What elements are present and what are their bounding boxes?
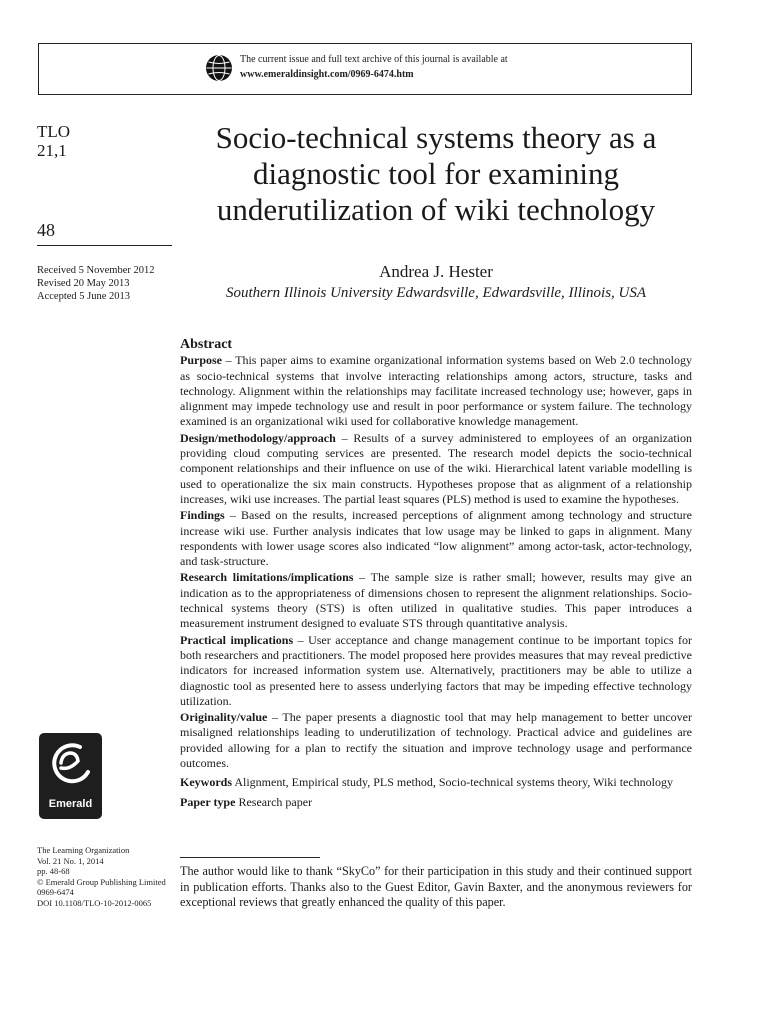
abstract-design	[180, 431, 692, 507]
journal-archive-notice	[38, 43, 692, 95]
abstract-heading: Abstract	[180, 337, 233, 352]
emerald-logo-icon	[45, 739, 96, 795]
practical-text: – User acceptance and change management continue to be important topics for both researchers and practitioners. The model proposed here provides measures that may reveal predictive indicators for increased information system use. Alternatively, practitioners may be able to utilize a diagnostic tool as presented here to assess underlying factors that may be impeding effective technology utilization.	[180, 632, 692, 708]
journal-issn: 0969-6474	[37, 887, 74, 898]
accepted-date: Accepted 5 June 2013	[37, 291, 131, 302]
footnote-rule	[180, 857, 320, 858]
paper-type-text: Research paper	[235, 794, 313, 809]
journal-url-link[interactable]: www.emeraldinsight.com/0969-6474.htm	[240, 69, 414, 80]
notice-line: The current issue and full text archive of this journal is available at	[240, 54, 508, 65]
volume-issue: 21,1	[37, 141, 67, 160]
journal-info	[37, 845, 166, 909]
received-date: Received 5 November 2012	[37, 265, 155, 276]
originality-text: – The paper presents a diagnostic tool that may help management to better uncover misaligned relationships leading to underutilization of technology. Practical advice and guidelines are provided allowing for a plan to rectify the situation and improve technology usage and performance outcomes.	[180, 710, 692, 771]
limitations-label: Research limitations/implications	[180, 570, 354, 585]
page-number: 48	[37, 220, 55, 240]
practical-label: Practical implications	[180, 632, 294, 647]
acknowledgement: The author would like to thank “SkyCo” for their participation in this study and their continued support in publication efforts. Thanks also to the Guest Editor, Gavin Baxter, and the anonymous reviewers for exceptional reviews that greatly enhanced the quality of this paper.	[180, 864, 692, 909]
journal-doi: DOI 10.1108/TLO-10-2012-0065	[37, 897, 152, 908]
findings-text: – Based on the results, increased perceptions of alignment among technology and structure increase wiki use. Further analysis indicates that low usage may be linked to gaps in alignment. Many respondents with lower usage scores also indicated “low alignment” among actor-task, actor-technology, and task-structure.	[180, 508, 692, 569]
journal-name: The Learning Organization	[37, 845, 130, 855]
logo-wordmark: Emerald	[48, 798, 93, 810]
abstract-originality	[180, 710, 692, 771]
author-affiliation: Southern Illinois University Edwardsville, Edwardsville, Illinois, USA	[225, 285, 647, 301]
purpose-text: – This paper aims to examine organizational information systems based on Web 2.0 technology as socio-technical systems that involve interacting relationships among actors, structure, tasks and technology. Alignment within the relationships may facilitate increased technology use; however, gaps in alignment may impede technology use and result in poor performance or system failure. The technology examined is an organizational wiki used for collaborative knowledge management.	[180, 353, 692, 429]
journal-pages: pp. 48-68	[37, 866, 70, 877]
originality-label: Originality/value	[180, 710, 268, 725]
author-name: Andrea J. Hester	[379, 262, 493, 281]
design-text: – Results of a survey administered to employees of an organization providing cloud computing services are presented. The research model depicts the socio-technical component relationships and their influence on use of the wiki. Hierarchical latent variable modelling is used to operationalize the six main constructs. Hypotheses propose that as alignment of a relationship increases, wiki use increases. The partial least squares (PLS) method is used to examine the hypotheses.	[180, 430, 692, 506]
abstract-section	[180, 337, 692, 811]
purpose-label: Purpose	[180, 353, 222, 368]
journal-volume: Vol. 21 No. 1, 2014	[37, 855, 104, 866]
abstract-purpose	[180, 353, 692, 429]
design-label: Design/methodology/approach	[180, 430, 336, 445]
abstract-keywords	[180, 775, 692, 790]
journal-identifier	[37, 122, 70, 160]
limitations-text: – The sample size is rather small; however, results may give an indication as to the appropriateness of dimensions chosen to represent the alignment relationships. Socio-technical systems theory (STS) is often utilized in qualitative studies. This paper introduces a measurement instrument designed to evaluate STS through quantitative analysis.	[180, 570, 692, 631]
abstract-limitations	[180, 570, 692, 631]
submission-dates	[37, 264, 155, 303]
findings-label: Findings	[180, 508, 225, 523]
abstract-paper-type	[180, 795, 692, 810]
paper-title: Socio-technical systems theory as a diagnostic tool for examining underutilization of wiki technology	[215, 120, 657, 227]
journal-copyright: © Emerald Group Publishing Limited	[37, 876, 166, 887]
page-number-rule	[37, 245, 172, 246]
abstract-practical	[180, 633, 692, 709]
keywords-text: Alignment, Empirical study, PLS method, Socio-technical systems theory, Wiki technology	[232, 775, 674, 790]
abstract-findings	[180, 508, 692, 569]
journal-abbrev: TLO	[37, 122, 71, 141]
keywords-label: Keywords	[180, 775, 232, 790]
paper-type-label: Paper type	[180, 794, 236, 809]
revised-date: Revised 20 May 2013	[37, 278, 130, 289]
globe-icon	[205, 54, 233, 82]
emerald-logo	[39, 733, 102, 819]
